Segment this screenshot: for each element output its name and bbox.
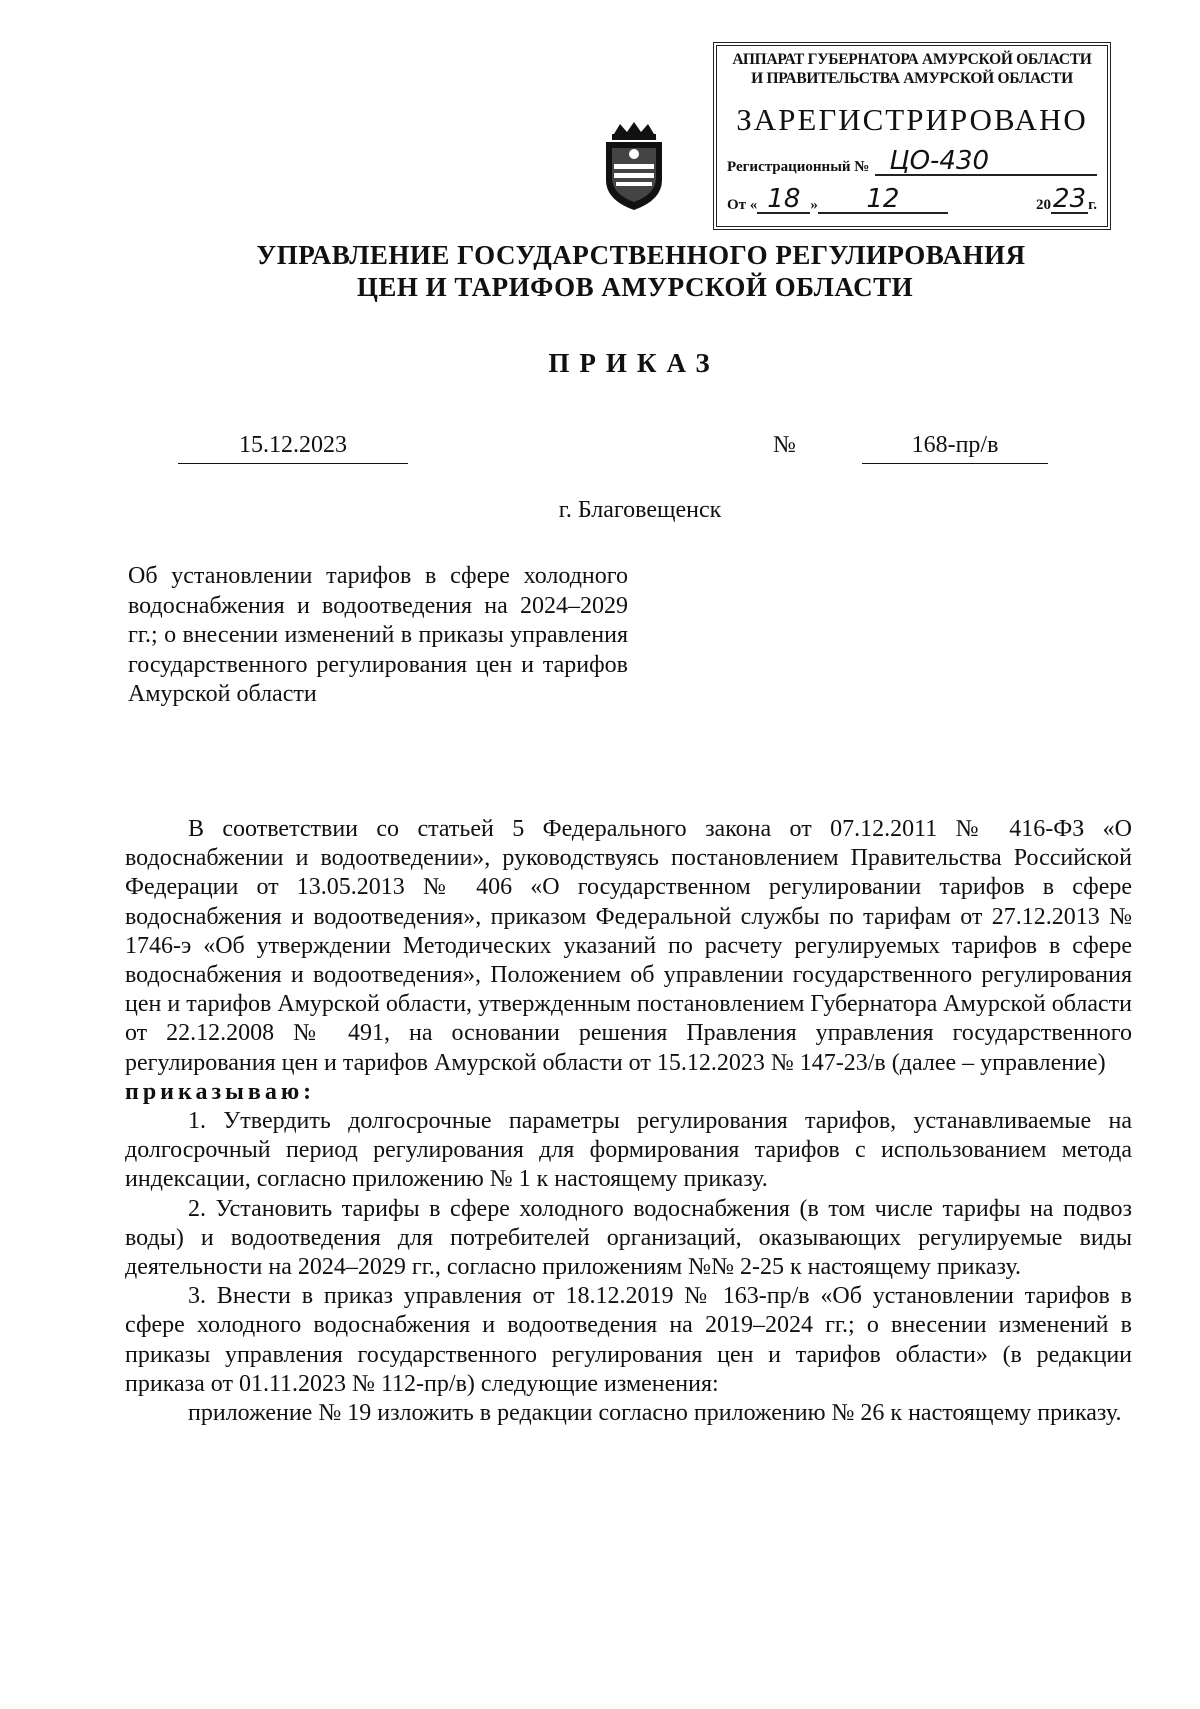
order-subject: Об установлении тарифов в сфере холодного водоснабжения и водоотведения на 2024–2029 гг.; о внесении изменений в приказы управления государственного регулирования цен и тарифов Амурской области [128, 563, 628, 707]
stamp-date-mid: » [810, 197, 818, 213]
agency-title-line1: УПРАВЛЕНИЕ ГОСУДАРСТВЕННОГО РЕГУЛИРОВАНИЯ [256, 240, 1026, 270]
stamp-year-prefix: 20 [1036, 197, 1052, 213]
city: г. Благовещенск [558, 497, 722, 523]
item-1: 1. Утвердить долгосрочные параметры регулирования тарифов, устанавливаемые на долгосрочный период регулирования для формирования тарифов с использованием метода индексации, согласно приложению № 1 к настоящему приказу. [125, 1108, 1132, 1193]
stamp-date-row [727, 186, 1097, 214]
stamp-registered: ЗАРЕГИСТРИРОВАНО [736, 102, 1088, 137]
stamp-date-prefix: От « [727, 197, 758, 213]
registration-stamp [713, 42, 1111, 230]
stamp-year-suffix: 23 [1053, 184, 1087, 214]
stamp-day: 18 [757, 186, 810, 214]
stamp-reg-label: Регистрационный № [727, 159, 870, 175]
item-3: 3. Внести в приказ управления от 18.12.2019 № 163-пр/в «Об установлении тарифов в сфере холодного водоснабжения и водоотведения на 2019–2024 гг.; о внесении изменений в приказы управления государственного регулирования цен и тарифов области» (в редакции приказа от 01.11.2023 № 112-пр/в) следующие изменения: [125, 1283, 1132, 1397]
stamp-month: 12 [818, 186, 948, 214]
stamp-org-line1: АППАРАТ ГУБЕРНАТОРА АМУРСКОЙ ОБЛАСТИ [732, 51, 1092, 68]
document-type: ПРИКАЗ [548, 348, 720, 378]
stamp-reg-number-row [727, 148, 1097, 176]
stamp-year-end: г. [1088, 197, 1097, 213]
decree-word: приказываю: [125, 1078, 316, 1105]
stamp-reg-number: ЦО-430 [875, 148, 1097, 176]
order-number: 168-пр/в [862, 432, 1048, 464]
agency-title-line2: ЦЕН И ТАРИФОВ АМУРСКОЙ ОБЛАСТИ [356, 272, 914, 302]
stamp-org-line2: И ПРАВИТЕЛЬСТВА АМУРСКОЙ ОБЛАСТИ [751, 70, 1073, 87]
number-sign: № [773, 432, 796, 458]
item-3-change: приложение № 19 изложить в редакции согласно приложению № 26 к настоящему приказу. [188, 1400, 1122, 1427]
item-2: 2. Установить тарифы в сфере холодного водоснабжения (в том числе тарифы на подвоз воды) и водоотведения для потребителей организаций, оказывающих регулируемые виды деятельности на 2024–2029 гг., согласно приложениям №№ 2-25 к настоящему приказу. [125, 1195, 1132, 1281]
coat-of-arms-icon [600, 120, 668, 212]
order-body [125, 815, 1132, 1428]
preamble-paragraph: В соответствии со статьей 5 Федерального закона от 07.12.2011 № 416-ФЗ «О водоснабжении и водоотведении», руководствуясь постановлением Правительства Российской Федерации от 13.05.2013 № 406 «О государственном регулировании тарифов в сфере водоснабжения и водоотведения», приказом Федеральной службы по тарифам от 27.12.2013 № 1746-э «Об утверждении Методических указаний по расчету регулируемых тарифов в сфере водоснабжения и водоотведения», Положением об управлении государственного регулирования цен и тарифов Амурской области, утвержденным постановлением Губернатора Амурской области от 22.12.2008 № 491, на основании решения Правления управления государственного регулирования цен и тарифов Амурской области от 15.12.2023 № 147-23/в (далее – управление) [125, 816, 1132, 1076]
order-date: 15.12.2023 [178, 432, 408, 464]
